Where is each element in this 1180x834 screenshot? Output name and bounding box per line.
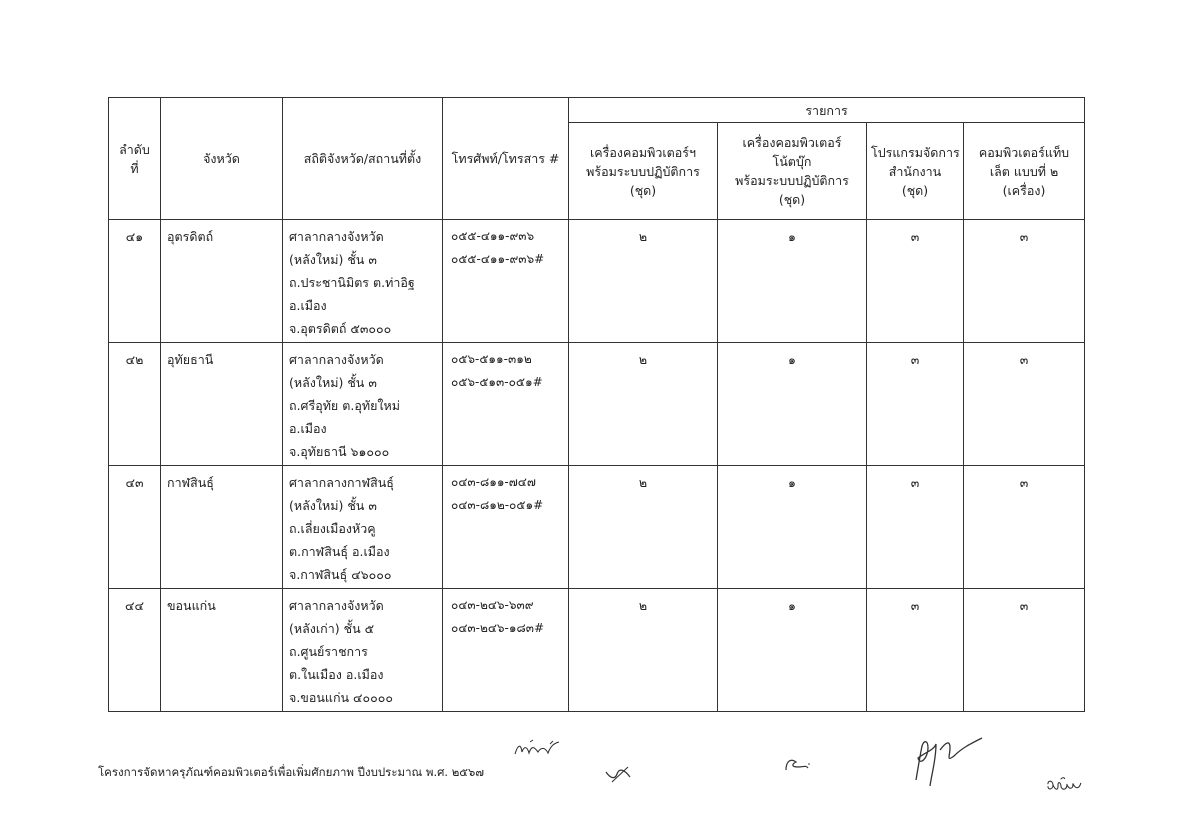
- row-province: ขอนแก่น: [161, 589, 283, 712]
- row-desktop-qty: ๒: [569, 466, 718, 589]
- row-no: ๔๔: [109, 589, 161, 712]
- row-address: ศาลากลางกาฬสินธุ์ (หลังใหม่) ชั้น ๓ ถ.เลี่ยงเมืองหัวคู ต.กาฬสินธุ์ อ.เมือง จ.กาฬสินธุ์ ๔๖๐๐๐: [283, 466, 443, 589]
- row-office-sw-qty: ๓: [867, 220, 964, 343]
- row-tablet-qty: ๓: [964, 220, 1085, 343]
- row-desktop-qty: ๒: [569, 220, 718, 343]
- signature-page-mark: [1044, 774, 1085, 797]
- row-desktop-qty: ๒: [569, 343, 718, 466]
- row-phone: ๐๔๓-๒๔๖-๖๓๙ ๐๔๓-๒๔๖-๑๘๓#: [443, 589, 569, 712]
- signature-initials-1: [512, 738, 562, 760]
- equipment-table: [108, 97, 1085, 712]
- row-phone: ๐๔๓-๘๑๑-๗๔๗ ๐๔๓-๘๑๒-๐๕๑#: [443, 466, 569, 589]
- header-phone: โทรศัพท์/โทรสาร #: [443, 98, 569, 220]
- table-row: [109, 343, 1085, 466]
- row-no: ๔๒: [109, 343, 161, 466]
- row-notebook-qty: ๑: [718, 220, 867, 343]
- row-tablet-qty: ๓: [964, 343, 1085, 466]
- row-phone: ๐๕๖-๕๑๑-๓๑๒ ๐๕๖-๕๑๓-๐๕๑#: [443, 343, 569, 466]
- header-no: ลำดับ ที่: [109, 98, 161, 220]
- row-no: ๔๓: [109, 466, 161, 589]
- row-desktop-qty: ๒: [569, 589, 718, 712]
- row-province: อุตรดิตถ์: [161, 220, 283, 343]
- signature-mark-2: [603, 764, 633, 786]
- header-notebook: เครื่องคอมพิวเตอร์ โน้ตบุ๊ก พร้อมระบบปฏิบัติการ (ชุด): [718, 123, 867, 220]
- row-address: ศาลากลางจังหวัด (หลังใหม่) ชั้น ๓ ถ.ประชานิมิตร ต.ท่าอิฐ อ.เมือง จ.อุตรดิตถ์ ๕๓๐๐๐: [283, 220, 443, 343]
- table-body: [109, 220, 1085, 712]
- header-office: สถิติจังหวัด/สถานที่ตั้ง: [283, 98, 443, 220]
- row-no: ๔๑: [109, 220, 161, 343]
- table-row: [109, 589, 1085, 712]
- row-office-sw-qty: ๓: [867, 466, 964, 589]
- row-tablet-qty: ๓: [964, 466, 1085, 589]
- header-province: จังหวัด: [161, 98, 283, 220]
- footer-project-title: โครงการจัดหาครุภัณฑ์คอมพิวเตอร์เพื่อเพิ่มศักยภาพ ปีงบประมาณ พ.ศ. ๒๕๖๗: [98, 765, 484, 779]
- signature-scribble-4: [906, 728, 986, 790]
- header-items-group: รายการ: [569, 98, 1085, 123]
- row-address: ศาลากลางจังหวัด (หลังใหม่) ชั้น ๓ ถ.ศรีอุทัย ต.อุทัยใหม่ อ.เมือง จ.อุทัยธานี ๖๑๐๐๐: [283, 343, 443, 466]
- header-desktop: เครื่องคอมพิวเตอร์ฯ พร้อมระบบปฏิบัติการ (ชุด): [569, 123, 718, 220]
- row-office-sw-qty: ๓: [867, 589, 964, 712]
- table-header: [109, 98, 1085, 220]
- signature-mark-3: [782, 752, 812, 774]
- table-row: [109, 466, 1085, 589]
- row-province: กาฬสินธุ์: [161, 466, 283, 589]
- row-tablet-qty: ๓: [964, 589, 1085, 712]
- row-notebook-qty: ๑: [718, 589, 867, 712]
- row-address: ศาลากลางจังหวัด (หลังเก่า) ชั้น ๕ ถ.ศูนย์ราชการ ต.ในเมือง อ.เมือง จ.ขอนแก่น ๔๐๐๐๐: [283, 589, 443, 712]
- table-row: [109, 220, 1085, 343]
- row-notebook-qty: ๑: [718, 466, 867, 589]
- header-office-software: โปรแกรมจัดการ สำนักงาน (ชุด): [867, 123, 964, 220]
- row-office-sw-qty: ๓: [867, 343, 964, 466]
- row-province: อุทัยธานี: [161, 343, 283, 466]
- row-notebook-qty: ๑: [718, 343, 867, 466]
- row-phone: ๐๕๕-๔๑๑-๙๓๖ ๐๕๕-๔๑๑-๙๓๖#: [443, 220, 569, 343]
- header-tablet: คอมพิวเตอร์แท็บ เล็ต แบบที่ ๒ (เครื่อง): [964, 123, 1085, 220]
